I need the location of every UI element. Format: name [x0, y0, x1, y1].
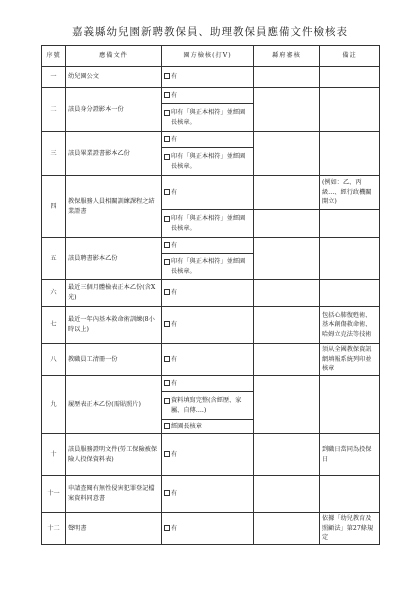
county-review-cell[interactable]: [254, 344, 320, 376]
remark-cell: [320, 476, 380, 513]
checkbox-icon[interactable]: [164, 356, 170, 362]
table-row: [42, 238, 380, 254]
document-name: 該員聘書影本乙份: [66, 238, 162, 280]
header-school-check: 園方檢核(打V): [162, 46, 254, 67]
document-name: 聲明書: [66, 513, 162, 545]
row-number: 六: [42, 280, 66, 307]
row-number: 四: [42, 176, 66, 238]
document-name: 教保服務人員相關訓練課程之結業證書: [66, 176, 162, 238]
checkbox-icon[interactable]: [164, 92, 170, 98]
check-option[interactable]: 有: [162, 376, 254, 392]
checkbox-icon[interactable]: [164, 73, 170, 79]
row-number: 一: [42, 67, 66, 88]
form-title: 嘉義縣幼兒園新聘教保員、助理教保員應備文件檢核表: [72, 26, 348, 38]
county-review-cell[interactable]: [254, 307, 320, 344]
table-row: [42, 434, 380, 476]
remark-cell: [320, 376, 380, 434]
county-review-cell[interactable]: [254, 176, 320, 210]
header-row: [42, 46, 380, 67]
row-number: 三: [42, 132, 66, 176]
table-row: [42, 176, 380, 210]
table-row: [42, 513, 380, 545]
checkbox-icon[interactable]: [164, 380, 170, 386]
checkbox-icon[interactable]: [164, 321, 170, 327]
table-row: [42, 376, 380, 392]
county-review-cell[interactable]: [254, 513, 320, 545]
row-number: 二: [42, 88, 66, 132]
remark-cell: [320, 88, 380, 132]
checkbox-icon[interactable]: [164, 242, 170, 248]
checkbox-icon[interactable]: [164, 490, 170, 496]
checkbox-icon[interactable]: [164, 259, 170, 265]
checkbox-icon[interactable]: [164, 525, 170, 531]
check-option[interactable]: 資料填寫完整(含經歷、家屬、自傳….): [162, 392, 254, 420]
check-option[interactable]: 印有「與正本相符」並經園長核章。: [162, 254, 254, 280]
remark-cell: 依據「幼兒教育及照顧法」第27條規定: [320, 513, 380, 545]
county-review-cell[interactable]: [254, 280, 320, 307]
checkbox-icon[interactable]: [164, 189, 170, 195]
remark-cell: 須从全國教保資訊網填報系統列印並核章: [320, 344, 380, 376]
document-name: 該員畢業證書影本乙份: [66, 132, 162, 176]
remark-cell: [320, 132, 380, 176]
header-county-review: 縣府審核: [254, 46, 320, 67]
county-review-cell[interactable]: [254, 238, 320, 280]
check-option[interactable]: 印有「與正本相符」並經園長核章。: [162, 148, 254, 176]
remark-cell: 到職日當同為投保日: [320, 434, 380, 476]
check-option[interactable]: 有: [162, 513, 254, 545]
remark-cell: 包括心肺復甦術、基本創傷救命術、哈姆立克法等技術: [320, 307, 380, 344]
table-row: [42, 67, 380, 88]
checkbox-icon[interactable]: [164, 110, 170, 116]
county-review-cell[interactable]: [254, 476, 320, 513]
table-row: [42, 307, 380, 344]
table-row: [42, 344, 380, 376]
check-option[interactable]: 有: [162, 280, 254, 307]
row-number: 七: [42, 307, 66, 344]
county-review-cell[interactable]: [254, 210, 320, 238]
county-review-cell[interactable]: [254, 88, 320, 132]
checkbox-icon[interactable]: [164, 216, 170, 222]
check-option[interactable]: 有: [162, 344, 254, 376]
county-review-cell[interactable]: [254, 376, 320, 434]
check-option[interactable]: 有: [162, 434, 254, 476]
document-name: 教職員工清冊一份: [66, 344, 162, 376]
checkbox-icon[interactable]: [164, 289, 170, 295]
check-option[interactable]: 有: [162, 67, 254, 88]
check-option[interactable]: 有: [162, 476, 254, 513]
remark-cell: (例如：乙、丙級…、經行政機關開立): [320, 176, 380, 210]
header-no: 序號: [42, 46, 66, 67]
row-number: 十二: [42, 513, 66, 545]
row-number: 十一: [42, 476, 66, 513]
document-name: 最近一年內基本救命術訓練(8小時以上): [66, 307, 162, 344]
checkbox-icon[interactable]: [164, 154, 170, 160]
check-option[interactable]: 印有「與正本相符」並經園長核章。: [162, 210, 254, 238]
checkbox-icon[interactable]: [164, 451, 170, 457]
remark-cell: [320, 238, 380, 280]
check-option[interactable]: 印有「與正本相符」並經園長核章。: [162, 104, 254, 132]
check-option[interactable]: 有: [162, 307, 254, 344]
row-number: 九: [42, 376, 66, 434]
table-row: [42, 88, 380, 104]
document-name: 該員服務證明文件(勞工保險被保險人投保資料表): [66, 434, 162, 476]
remark-cell: [320, 210, 380, 238]
remark-cell: [320, 67, 380, 88]
table-row: [42, 132, 380, 148]
check-option[interactable]: 有: [162, 238, 254, 254]
check-option[interactable]: 有: [162, 132, 254, 148]
checklist-table: [41, 45, 380, 545]
check-option[interactable]: 經園長核章: [162, 420, 254, 434]
row-number: 十: [42, 434, 66, 476]
checkbox-icon[interactable]: [164, 398, 170, 404]
document-name: 履歷表正本乙份(需貼照片): [66, 376, 162, 434]
row-number: 八: [42, 344, 66, 376]
document-name: 該員身分證影本一份: [66, 88, 162, 132]
document-name: 申請查閱有無性侵害犯罪登記檔案資料同意書: [66, 476, 162, 513]
row-number: 五: [42, 238, 66, 280]
table-row: [42, 476, 380, 513]
check-option[interactable]: 有: [162, 88, 254, 104]
header-remarks: 備註: [320, 46, 380, 67]
table-row: [42, 280, 380, 307]
county-review-cell[interactable]: [254, 434, 320, 476]
remark-cell: [320, 280, 380, 307]
county-review-cell[interactable]: [254, 132, 320, 176]
document-name: 最近三個月體檢表正本乙份(含X光): [66, 280, 162, 307]
document-name: 幼兒園公文: [66, 67, 162, 88]
county-review-cell[interactable]: [254, 67, 320, 88]
check-option[interactable]: 有: [162, 176, 254, 210]
checkbox-icon[interactable]: [164, 136, 170, 142]
checkbox-icon[interactable]: [164, 423, 170, 429]
header-document: 應備文件: [66, 46, 162, 67]
